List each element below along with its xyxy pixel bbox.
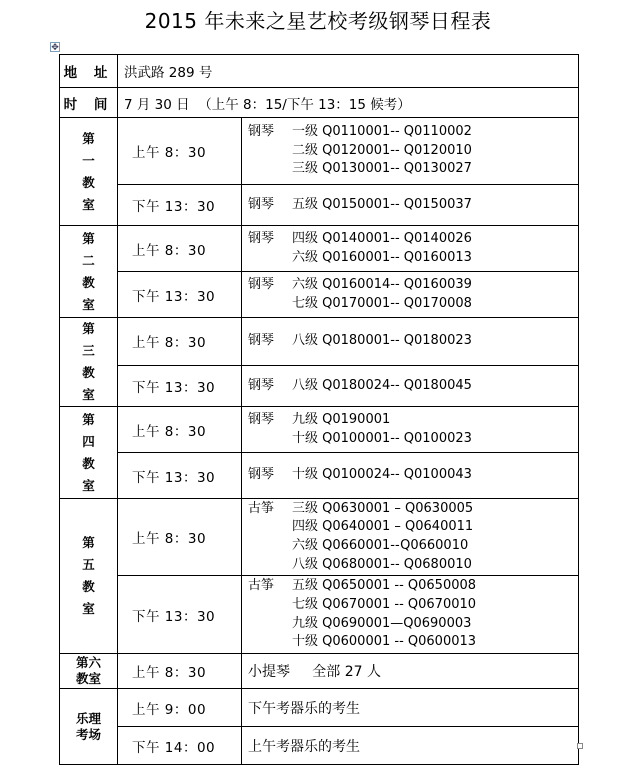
session-row — [60, 365, 579, 406]
session-time: 上午 8：30 — [118, 226, 242, 272]
exam-line — [248, 500, 578, 519]
session-row — [60, 118, 579, 185]
table-move-handle-icon[interactable]: ✥ — [51, 43, 59, 53]
instrument-name: 古筝 — [248, 578, 275, 594]
classroom-name-part: 第六 — [75, 655, 101, 670]
grade-range: 三级 Q0130001-- Q0130027 — [292, 161, 472, 177]
classroom-name-char: 一 — [82, 152, 95, 168]
classroom-name-char: 第 — [82, 230, 95, 246]
grade-range: 十级 Q0100024-- Q0100043 — [292, 467, 472, 483]
session-row — [60, 576, 579, 654]
exam-line — [248, 633, 578, 652]
session-row — [60, 318, 579, 366]
exam-cell — [242, 407, 579, 453]
schedule-table — [59, 54, 579, 765]
classroom-name — [60, 654, 118, 689]
session-time: 下午 14：00 — [118, 727, 242, 765]
classroom-name-char: 第 — [82, 411, 95, 427]
session-row — [60, 226, 579, 272]
classroom-name-char: 室 — [82, 601, 95, 616]
grade-range: 七级 Q0670001 -- Q0670010 — [292, 596, 477, 612]
instrument-name — [248, 556, 292, 575]
grade-range: 九级 Q0190001 — [292, 411, 391, 427]
classroom-name-char: 二 — [82, 252, 95, 268]
exam-line — [248, 596, 578, 615]
classroom-name-char: 教 — [82, 579, 95, 594]
instrument-name: 钢琴 — [248, 377, 275, 393]
session-row — [60, 499, 579, 576]
exam-line — [248, 230, 578, 249]
exam-cell — [242, 576, 579, 654]
exam-line — [248, 142, 578, 161]
classroom-name-char: 教 — [82, 174, 95, 190]
time-row — [60, 88, 579, 118]
grade-range: 六级 Q0660001--Q0660010 — [292, 538, 469, 553]
exam-cell: 上午考器乐的考生 — [242, 727, 579, 765]
grade-range: 十级 Q0100001-- Q0100023 — [292, 430, 472, 446]
instrument-name — [248, 160, 292, 179]
room6-row — [60, 654, 579, 689]
grade-range: 六级 Q0160014-- Q0160039 — [292, 276, 472, 292]
address-value: 洪武路 289 号 — [118, 55, 579, 88]
exam-line — [248, 196, 578, 215]
grade-range: 八级 Q0180001-- Q0180023 — [292, 333, 472, 349]
session-row — [60, 407, 579, 453]
exam-line — [248, 276, 578, 295]
exam-cell — [242, 272, 579, 318]
classroom-name-part: 教室 — [75, 671, 101, 686]
exam-line — [248, 295, 578, 314]
classroom-name — [60, 499, 118, 654]
theory-row — [60, 689, 579, 727]
grade-range: 七级 Q0170001-- Q0170008 — [292, 295, 472, 311]
instrument-name: 钢琴 — [248, 467, 275, 483]
grade-range: 九级 Q0690001—Q0690003 — [292, 615, 472, 631]
grade-range: 八级 Q0180024-- Q0180045 — [292, 377, 472, 393]
grade-range: 五级 Q0150001-- Q0150037 — [292, 196, 472, 212]
classroom-name-char: 教 — [82, 365, 95, 380]
classroom-name — [60, 318, 118, 407]
grade-range: 一级 Q0110001-- Q0110002 — [292, 124, 472, 140]
classroom-name-char: 室 — [82, 196, 95, 212]
exam-line — [248, 615, 578, 634]
session-time: 上午 8：30 — [118, 118, 242, 185]
session-row — [60, 453, 579, 499]
exam-cell — [242, 226, 579, 272]
grade-range: 十级 Q0600001 -- Q0600013 — [292, 634, 477, 650]
exam-cell — [242, 318, 579, 366]
instrument-name — [248, 295, 292, 314]
exam-line — [248, 577, 578, 596]
classroom-name-char: 第 — [82, 535, 95, 550]
exam-line — [248, 537, 578, 556]
theory-row — [60, 727, 579, 765]
exam-line — [248, 430, 578, 449]
exam-line — [248, 123, 578, 142]
classroom-name-char: 室 — [82, 477, 95, 493]
grade-range: 四级 Q0140001-- Q0140026 — [292, 230, 472, 246]
classroom-name-char: 第 — [82, 130, 95, 146]
instrument-name — [248, 596, 292, 615]
classroom-name-char: 四 — [82, 433, 95, 449]
exam-cell: 小提琴 全部 27 人 — [242, 654, 579, 689]
table-resize-handle[interactable] — [577, 743, 583, 749]
session-time: 上午 8：30 — [118, 499, 242, 576]
exam-cell — [242, 365, 579, 406]
session-time: 上午 8：30 — [118, 318, 242, 366]
session-time: 上午 9：00 — [118, 689, 242, 727]
exam-cell — [242, 185, 579, 226]
grade-range: 八级 Q0680001-- Q0680010 — [292, 556, 472, 572]
exam-line — [248, 518, 578, 537]
instrument-name: 钢琴 — [248, 230, 275, 246]
instrument-name: 古筝 — [248, 500, 275, 516]
exam-cell: 下午考器乐的考生 — [242, 689, 579, 727]
theory-room-name-part: 乐理 — [75, 710, 101, 726]
instrument-name: 钢琴 — [248, 124, 275, 140]
session-time: 上午 8：30 — [118, 407, 242, 453]
grade-range: 三级 Q0630001 – Q0630005 — [292, 500, 474, 516]
instrument-name — [248, 615, 292, 634]
exam-line — [248, 249, 578, 268]
classroom-name-char: 三 — [82, 343, 95, 358]
session-time: 上午 8：30 — [118, 654, 242, 689]
session-time: 下午 13：30 — [118, 272, 242, 318]
instrument-name: 钢琴 — [248, 196, 275, 212]
classroom-name-char: 室 — [82, 296, 95, 312]
exam-line — [248, 377, 578, 396]
session-row — [60, 185, 579, 226]
grade-range: 六级 Q0160001-- Q0160013 — [292, 249, 472, 265]
session-time: 下午 13：30 — [118, 365, 242, 406]
exam-cell — [242, 118, 579, 185]
grade-range: 四级 Q0640001 – Q0640011 — [292, 519, 474, 535]
exam-line — [248, 556, 578, 575]
exam-line — [248, 160, 578, 179]
session-time: 下午 13：30 — [118, 576, 242, 654]
grade-range: 五级 Q0650001 -- Q0650008 — [292, 578, 477, 594]
exam-line — [248, 411, 578, 430]
instrument-name — [248, 537, 292, 556]
instrument-name — [248, 430, 292, 449]
address-row — [60, 55, 579, 88]
instrument-name: 钢琴 — [248, 411, 275, 427]
classroom-name-char: 第 — [82, 321, 95, 336]
instrument-name — [248, 633, 292, 652]
instrument-name — [248, 518, 292, 537]
instrument-name: 钢琴 — [248, 276, 275, 292]
time-value: 7 月 30 日 （上午 8：15/下午 13：15 候考） — [118, 88, 579, 118]
session-row — [60, 272, 579, 318]
classroom-name-char: 室 — [82, 387, 95, 402]
exam-line — [248, 466, 578, 485]
time-label: 时 间 — [60, 88, 118, 118]
theory-room-name — [60, 689, 118, 765]
exam-cell — [242, 453, 579, 499]
classroom-name-char: 教 — [82, 274, 95, 290]
session-time: 下午 13：30 — [118, 453, 242, 499]
address-label: 地 址 — [60, 55, 118, 88]
instrument-name — [248, 249, 292, 268]
classroom-name — [60, 118, 118, 226]
instrument-name: 钢琴 — [248, 333, 275, 349]
classroom-name-char: 五 — [82, 557, 95, 572]
classroom-name — [60, 407, 118, 499]
exam-line — [248, 332, 578, 351]
grade-range: 二级 Q0120001-- Q0120010 — [292, 142, 472, 158]
instrument-name — [248, 142, 292, 161]
page-title: 2015 年未来之星艺校考级钢琴日程表 — [144, 9, 492, 33]
session-time: 下午 13：30 — [118, 185, 242, 226]
theory-room-name-part: 考场 — [75, 726, 101, 742]
exam-cell — [242, 499, 579, 576]
classroom-name-char: 教 — [82, 455, 95, 471]
classroom-name — [60, 226, 118, 318]
